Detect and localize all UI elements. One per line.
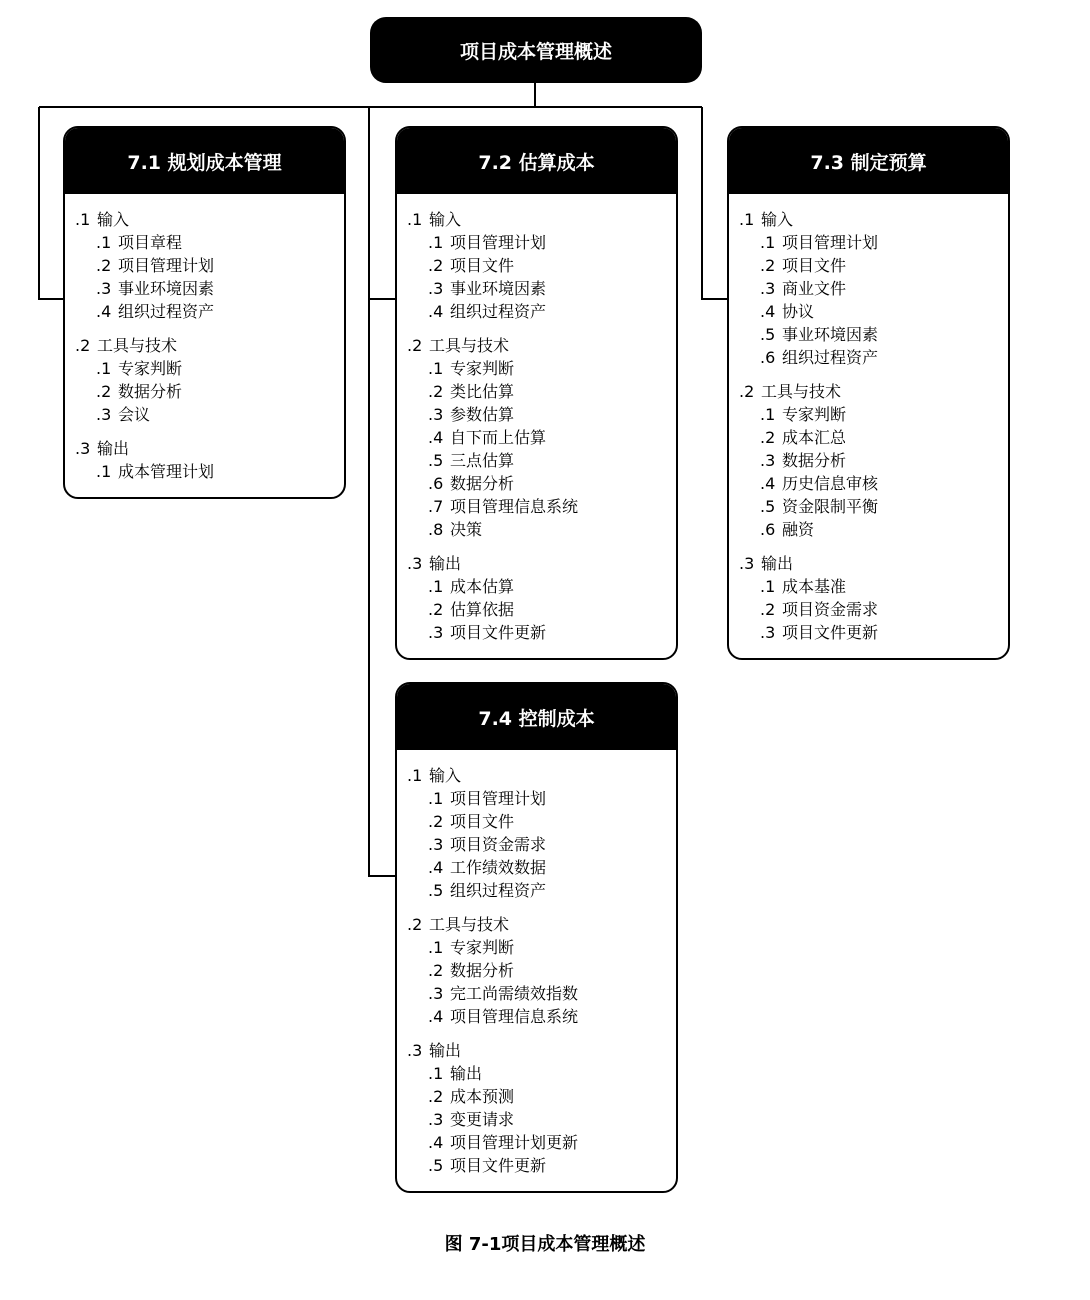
item-number: .4 (428, 428, 444, 447)
process-body (397, 194, 676, 658)
item-number: .2 (428, 812, 444, 831)
item-label: 成本预测 (450, 1087, 515, 1106)
process-title: 7.2 估算成本 (397, 128, 676, 194)
list-item (407, 357, 676, 380)
section-number: .1 (75, 210, 91, 229)
section-number: .2 (739, 382, 755, 401)
connector-7-3 (702, 107, 728, 299)
item-label: 项目管理信息系统 (450, 497, 579, 516)
list-item (407, 787, 676, 810)
list-item (407, 495, 676, 518)
process-body (65, 194, 344, 497)
section (407, 208, 676, 323)
section-label: 输入 (97, 210, 130, 229)
section-heading (407, 552, 676, 575)
section-heading (75, 208, 344, 231)
connector-7-2 (369, 107, 396, 299)
list-item (739, 472, 1008, 495)
item-number: .3 (428, 405, 444, 424)
item-label: 决策 (450, 520, 483, 539)
list-item (407, 936, 676, 959)
list-item (739, 575, 1008, 598)
list-item (407, 380, 676, 403)
item-label: 组织过程资产 (450, 302, 547, 321)
list-item (407, 426, 676, 449)
section-heading (739, 552, 1008, 575)
item-label: 输出 (450, 1064, 483, 1083)
section-number: .1 (407, 210, 423, 229)
item-label: 完工尚需绩效指数 (450, 984, 579, 1003)
section (739, 380, 1008, 541)
list-item (407, 231, 676, 254)
item-number: .2 (760, 428, 776, 447)
list-item (739, 323, 1008, 346)
list-item (407, 833, 676, 856)
list-item (407, 598, 676, 621)
item-number: .3 (428, 984, 444, 1003)
item-label: 成本估算 (450, 577, 515, 596)
item-number: .1 (428, 359, 444, 378)
list-item (739, 518, 1008, 541)
section-heading (407, 913, 676, 936)
section-number: .1 (739, 210, 755, 229)
item-label: 协议 (782, 302, 815, 321)
list-item (407, 300, 676, 323)
item-label: 项目文件更新 (450, 1156, 547, 1175)
section (407, 334, 676, 541)
item-label: 项目管理信息系统 (450, 1007, 579, 1026)
item-label: 项目文件 (782, 256, 847, 275)
item-label: 三点估算 (450, 451, 515, 470)
item-label: 变更请求 (450, 1110, 515, 1129)
item-label: 项目管理计划 (450, 233, 547, 252)
section-heading (75, 334, 344, 357)
item-label: 会议 (118, 405, 151, 424)
list-item (75, 403, 344, 426)
item-number: .3 (96, 405, 112, 424)
item-number: .2 (428, 600, 444, 619)
item-number: .2 (428, 256, 444, 275)
section-label: 输出 (97, 439, 130, 458)
section-heading (739, 380, 1008, 403)
list-item (739, 231, 1008, 254)
section-label: 输入 (429, 210, 462, 229)
item-label: 组织过程资产 (450, 881, 547, 900)
item-label: 资金限制平衡 (782, 497, 879, 516)
item-label: 项目文件 (450, 256, 515, 275)
section-heading (739, 208, 1008, 231)
item-number: .2 (428, 961, 444, 980)
item-number: .3 (428, 279, 444, 298)
item-number: .1 (760, 577, 776, 596)
item-number: .4 (428, 1007, 444, 1026)
list-item (75, 231, 344, 254)
list-item (739, 346, 1008, 369)
list-item (407, 1085, 676, 1108)
list-item (75, 300, 344, 323)
item-label: 项目文件 (450, 812, 515, 831)
item-number: .4 (760, 474, 776, 493)
item-number: .4 (96, 302, 112, 321)
list-item (407, 621, 676, 644)
section (75, 334, 344, 426)
item-number: .1 (96, 359, 112, 378)
item-number: .1 (428, 233, 444, 252)
item-number: .1 (96, 462, 112, 481)
section-label: 输入 (429, 766, 462, 785)
list-item (407, 1154, 676, 1177)
item-number: .3 (428, 623, 444, 642)
item-number: .4 (428, 858, 444, 877)
item-label: 成本基准 (782, 577, 847, 596)
item-number: .3 (760, 451, 776, 470)
item-number: .1 (428, 938, 444, 957)
section-number: .2 (407, 336, 423, 355)
process-box-7-3 (727, 126, 1010, 660)
item-number: .1 (760, 233, 776, 252)
section (739, 552, 1008, 644)
list-item (407, 254, 676, 277)
item-label: 项目文件更新 (782, 623, 879, 642)
list-item (739, 254, 1008, 277)
list-item (407, 1108, 676, 1131)
process-body (397, 750, 676, 1191)
item-label: 项目资金需求 (450, 835, 547, 854)
item-label: 事业环境因素 (782, 325, 879, 344)
list-item (75, 277, 344, 300)
item-number: .5 (760, 497, 776, 516)
item-label: 参数估算 (450, 405, 515, 424)
list-item (739, 495, 1008, 518)
list-item (75, 460, 344, 483)
list-item (407, 879, 676, 902)
list-item (407, 959, 676, 982)
section-label: 输出 (429, 554, 462, 573)
item-number: .8 (428, 520, 444, 539)
list-item (739, 598, 1008, 621)
section-label: 工具与技术 (429, 336, 510, 355)
list-item (407, 810, 676, 833)
section (407, 552, 676, 644)
item-number: .6 (760, 348, 776, 367)
list-item (739, 403, 1008, 426)
item-number: .7 (428, 497, 444, 516)
item-label: 成本管理计划 (118, 462, 215, 481)
list-item (739, 426, 1008, 449)
item-number: .2 (428, 382, 444, 401)
section-label: 输入 (761, 210, 794, 229)
item-number: .4 (428, 1133, 444, 1152)
item-label: 项目文件更新 (450, 623, 547, 642)
process-title: 7.3 制定预算 (729, 128, 1008, 194)
item-label: 专家判断 (782, 405, 847, 424)
section-label: 输出 (429, 1041, 462, 1060)
connector-7-1 (39, 107, 64, 299)
item-label: 估算依据 (450, 600, 515, 619)
item-number: .3 (760, 279, 776, 298)
section (739, 208, 1008, 369)
list-item (739, 300, 1008, 323)
item-label: 工作绩效数据 (450, 858, 547, 877)
section-number: .3 (407, 554, 423, 573)
list-item (407, 518, 676, 541)
section-number: .3 (739, 554, 755, 573)
item-number: .1 (428, 577, 444, 596)
list-item (75, 254, 344, 277)
process-body (729, 194, 1008, 658)
section-heading (407, 1039, 676, 1062)
list-item (407, 1131, 676, 1154)
connector-7-4 (369, 299, 396, 876)
item-label: 数据分析 (450, 961, 515, 980)
root-node: 项目成本管理概述 (370, 17, 702, 83)
section-number: .2 (407, 915, 423, 934)
list-item (407, 403, 676, 426)
list-item (407, 982, 676, 1005)
process-title: 7.1 规划成本管理 (65, 128, 344, 194)
item-label: 专家判断 (450, 938, 515, 957)
list-item (407, 277, 676, 300)
item-number: .1 (428, 1064, 444, 1083)
item-label: 数据分析 (118, 382, 183, 401)
item-number: .2 (428, 1087, 444, 1106)
item-number: .4 (428, 302, 444, 321)
item-number: .3 (96, 279, 112, 298)
section-number: .3 (75, 439, 91, 458)
section-number: .1 (407, 766, 423, 785)
list-item (407, 575, 676, 598)
item-label: 项目管理计划更新 (450, 1133, 579, 1152)
list-item (75, 380, 344, 403)
item-number: .5 (428, 451, 444, 470)
item-number: .3 (428, 1110, 444, 1129)
item-label: 项目资金需求 (782, 600, 879, 619)
section (407, 1039, 676, 1177)
item-label: 数据分析 (450, 474, 515, 493)
item-number: .2 (96, 382, 112, 401)
list-item (739, 621, 1008, 644)
item-label: 组织过程资产 (118, 302, 215, 321)
item-label: 事业环境因素 (118, 279, 215, 298)
item-label: 项目管理计划 (450, 789, 547, 808)
section-label: 工具与技术 (429, 915, 510, 934)
item-number: .1 (428, 789, 444, 808)
section-heading (407, 334, 676, 357)
list-item (75, 357, 344, 380)
item-number: .2 (760, 256, 776, 275)
item-number: .2 (96, 256, 112, 275)
item-label: 专家判断 (450, 359, 515, 378)
item-number: .6 (760, 520, 776, 539)
item-label: 专家判断 (118, 359, 183, 378)
section-label: 工具与技术 (761, 382, 842, 401)
item-label: 项目章程 (118, 233, 183, 252)
process-box-7-1 (63, 126, 346, 499)
list-item (407, 856, 676, 879)
item-number: .3 (428, 835, 444, 854)
item-label: 事业环境因素 (450, 279, 547, 298)
item-number: .5 (428, 881, 444, 900)
section (407, 913, 676, 1028)
figure-caption: 图 7-1项目成本管理概述 (444, 1234, 646, 1255)
list-item (407, 449, 676, 472)
section-heading (407, 764, 676, 787)
item-number: .1 (96, 233, 112, 252)
item-label: 融资 (782, 520, 815, 539)
section-label: 输出 (761, 554, 794, 573)
section (75, 208, 344, 323)
section-number: .3 (407, 1041, 423, 1060)
item-label: 项目管理计划 (118, 256, 215, 275)
item-label: 商业文件 (782, 279, 847, 298)
item-label: 成本汇总 (782, 428, 847, 447)
list-item (739, 449, 1008, 472)
list-item (407, 472, 676, 495)
item-label: 历史信息审核 (782, 474, 879, 493)
item-number: .3 (760, 623, 776, 642)
item-label: 类比估算 (450, 382, 515, 401)
item-number: .2 (760, 600, 776, 619)
list-item (739, 277, 1008, 300)
process-box-7-2 (395, 126, 678, 660)
item-number: .5 (428, 1156, 444, 1175)
section (75, 437, 344, 483)
section (407, 764, 676, 902)
item-label: 自下而上估算 (450, 428, 547, 447)
section-heading (407, 208, 676, 231)
item-number: .1 (760, 405, 776, 424)
item-number: .6 (428, 474, 444, 493)
section-number: .2 (75, 336, 91, 355)
item-label: 组织过程资产 (782, 348, 879, 367)
item-number: .5 (760, 325, 776, 344)
process-title: 7.4 控制成本 (397, 684, 676, 750)
item-number: .4 (760, 302, 776, 321)
process-box-7-4 (395, 682, 678, 1193)
item-label: 项目管理计划 (782, 233, 879, 252)
item-label: 数据分析 (782, 451, 847, 470)
list-item (407, 1062, 676, 1085)
list-item (407, 1005, 676, 1028)
section-label: 工具与技术 (97, 336, 178, 355)
section-heading (75, 437, 344, 460)
